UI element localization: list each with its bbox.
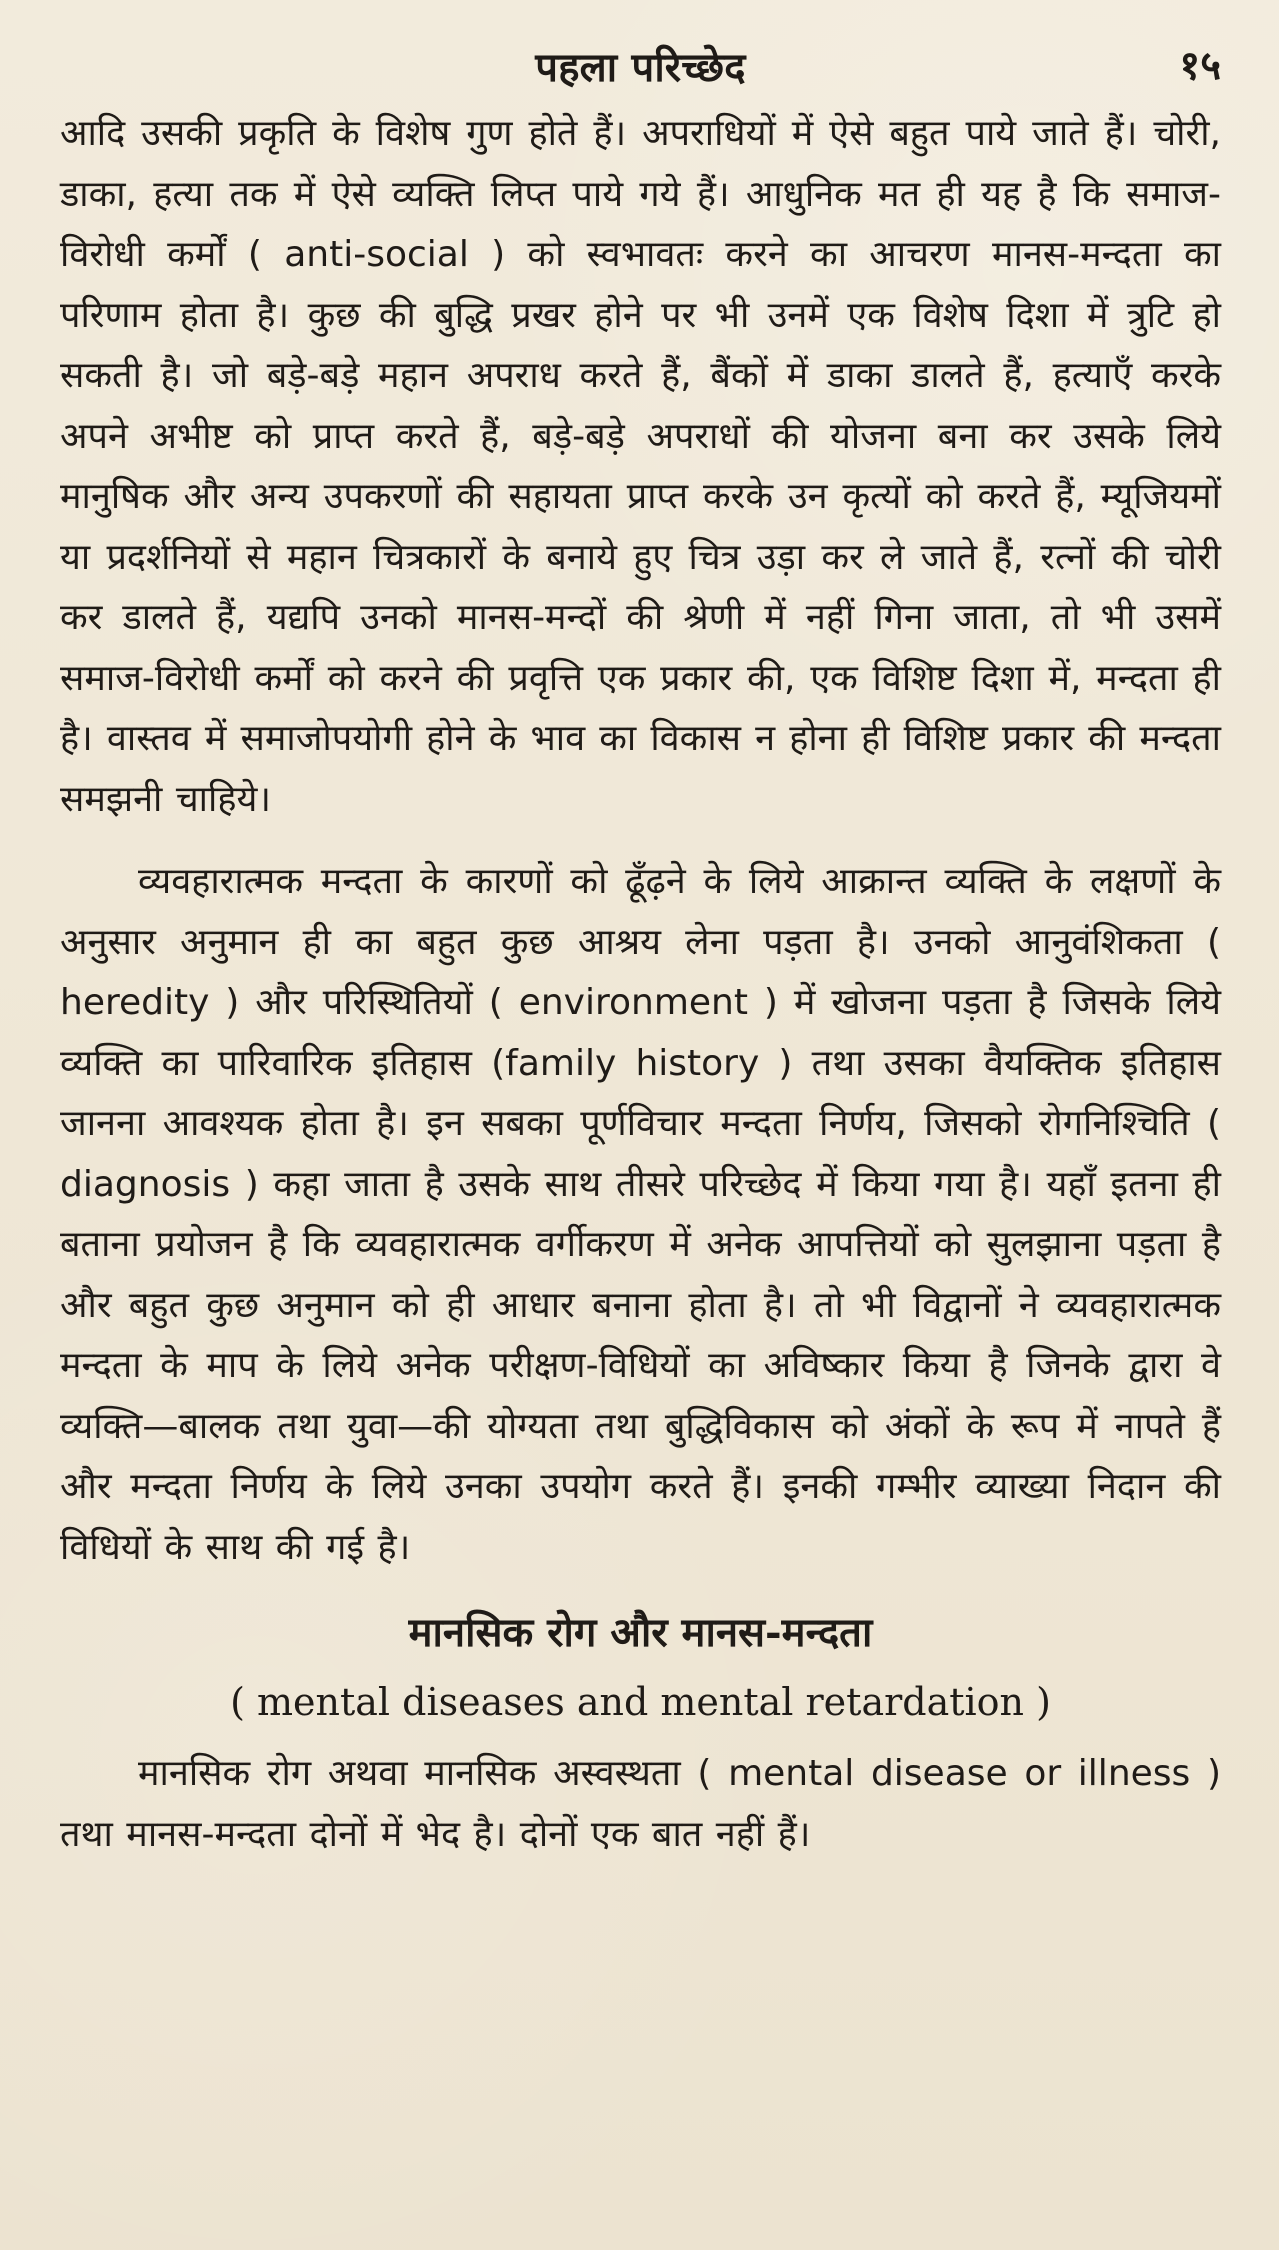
section-heading: मानसिक रोग और मानस-मन्दता bbox=[408, 1609, 873, 1656]
body-paragraph-2: व्यवहारात्मक मन्दता के कारणों को ढूँढ़ने के लिये आक्रान्त व्यक्ति के लक्षणों के अनुसार अनुमान ही का बहुत कुछ आश्रय लेना पड़ता है। उनको आनुवंशिकता ( heredity ) और परिस्थितियों ( environment ) में खोजना पड़ता है जिसके लिये व्यक्ति का पारिवारिक इतिहास (family history ) तथा उसका वैयक्तिक इतिहास जानना आवश्यक होता है। इन सबका पूर्णविचार मन्दता निर्णय, जिसको रोगनिश्चिति ( diagnosis ) कहा जाता है उसके साथ तीसरे परिच्छेद में किया गया है। यहाँ इतना ही बताना प्रयोजन है कि व्यवहारात्मक वर्गीकरण में अनेक आपत्तियों को सुलझाना पड़ता है और बहुत कुछ अनुमान को ही आधार बनाना होता है। तो भी विद्वानों ने व्यवहारात्मक मन्दता के माप के लिये अनेक परीक्षण-विधियों का अविष्कार किया है जिनके द्वारा वे व्यक्ति—बालक तथा युवा—की योग्यता तथा बुद्धिविकास को अंकों के रूप में नापते हैं और मन्दता निर्णय के लिये उनका उपयोग करते हैं। इनकी गम्भीर व्याख्या निदान की विधियों के साथ की गई है। bbox=[60, 861, 1221, 1568]
running-title: पहला परिच्छेद bbox=[535, 44, 746, 91]
page-header bbox=[60, 38, 1221, 98]
page-number: १५ bbox=[1179, 42, 1221, 89]
section-subheading: ( mental diseases and mental retardation ) bbox=[230, 1680, 1051, 1724]
body-paragraph-1: आदि उसकी प्रकृति के विशेष गुण होते हैं। अपराधियों में ऐसे बहुत पाये जाते हैं। चोरी, डाका, हत्या तक में ऐसे व्यक्ति लिप्त पाये गये हैं। आधुनिक मत ही यह है कि समाज-विरोधी कर्मों ( anti-social ) को स्वभावतः करने का आचरण मानस-मन्दता का परिणाम होता है। कुछ की बुद्धि प्रखर होने पर भी उनमें एक विशेष दिशा में त्रुटि हो सकती है। जो बड़े-बड़े महान अपराध करते हैं, बैंकों में डाका डालते हैं, हत्याएँ करके अपने अभीष्ट को प्राप्त करते हैं, बड़े-बड़े अपराधों की योजना बना कर उसके लिये मानुषिक और अन्य उपकरणों की सहायता प्राप्त करके उन कृत्यों को करते हैं, म्यूजियमों या प्रदर्शनियों से महान चित्रकारों के बनाये हुए चित्र उड़ा कर ले जाते हैं, रत्नों की चोरी कर डालते हैं, यद्यपि उनको मानस-मन्दों की श्रेणी में नहीं गिना जाता, तो भी उसमें समाज-विरोधी कर्मों को करने की प्रवृत्ति एक प्रकार की, एक विशिष्ट दिशा में, मन्दता ही है। वास्तव में समाजोपयोगी होने के भाव का विकास न होना ही विशिष्ट प्रकार की मन्दता समझनी चाहिये। bbox=[60, 113, 1221, 820]
body-paragraph-3: मानसिक रोग अथवा मानसिक अस्वस्थता ( mental disease or illness ) तथा मानस-मन्दता दोनों में भेद है। दोनों एक बात नहीं हैं। bbox=[60, 1753, 1221, 1855]
